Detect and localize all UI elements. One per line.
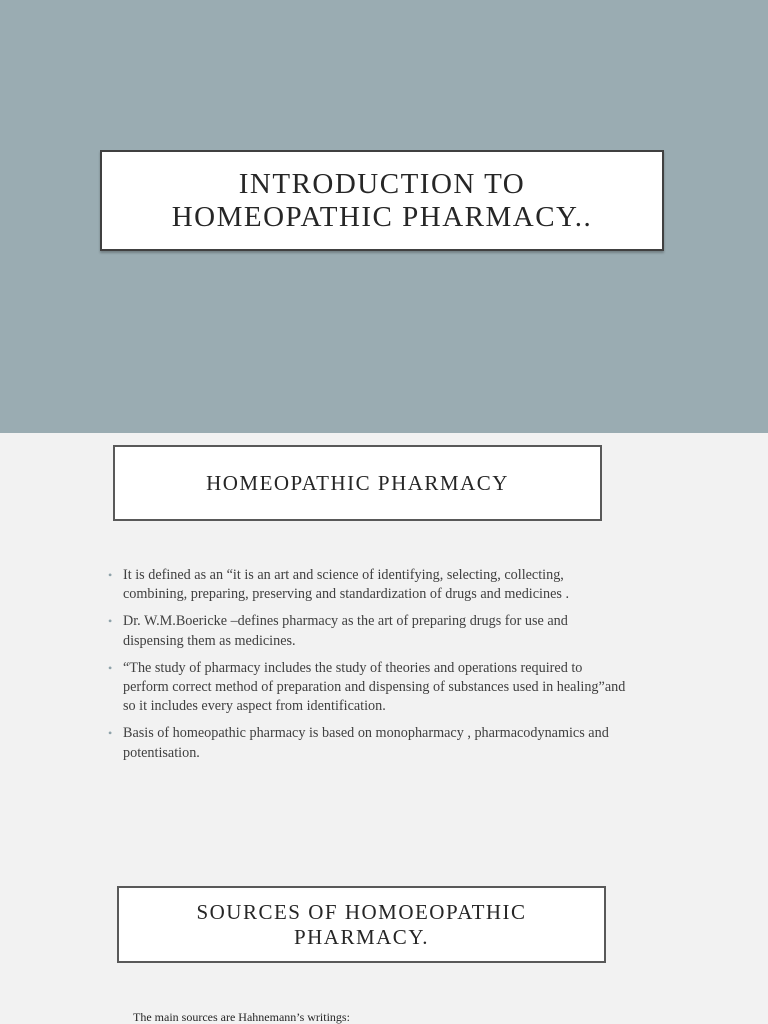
bullet-icon: • <box>108 614 113 629</box>
bullet-text: Dr. W.M.Boericke –defines pharmacy as the art of preparing drugs for use and dispensing them as medicines. <box>123 613 568 649</box>
bullet-item <box>108 612 628 650</box>
sources-intro-text: The main sources are Hahnemann’s writings: <box>133 1010 350 1024</box>
bullet-icon: • <box>108 660 113 675</box>
title-slide-heading-box <box>100 150 664 251</box>
title-slide-heading: INTRODUCTION TO HOMEOPATHIC PHARMACY.. <box>171 167 593 233</box>
bullet-item <box>108 566 628 604</box>
content-slide-heading-box <box>113 445 602 521</box>
sources-slide-heading-box <box>117 886 606 963</box>
bullet-text: It is defined as an “it is an art and science of identifying, selecting, collecting, combining, preparing, preserving and standardization of drugs and medicines . <box>123 567 569 603</box>
bullet-text: Basis of homeopathic pharmacy is based on monopharmacy , pharmacodynamics and potentisation. <box>123 725 609 761</box>
bullet-icon: • <box>108 726 113 741</box>
bullet-text: “The study of pharmacy includes the study of theories and operations required to perform correct method of preparation and dispensing of substances used in healing”and so it includes every aspect from identification. <box>123 659 626 715</box>
bullet-item <box>108 659 628 717</box>
definition-bullet-list <box>108 566 628 771</box>
content-slide-heading: HOMEOPATHIC PHARMACY <box>206 470 509 495</box>
sources-slide-heading: SOURCES OF HOMOEOPATHIC PHARMACY. <box>196 899 527 949</box>
bullet-item <box>108 724 628 762</box>
bullet-icon: • <box>108 568 113 582</box>
